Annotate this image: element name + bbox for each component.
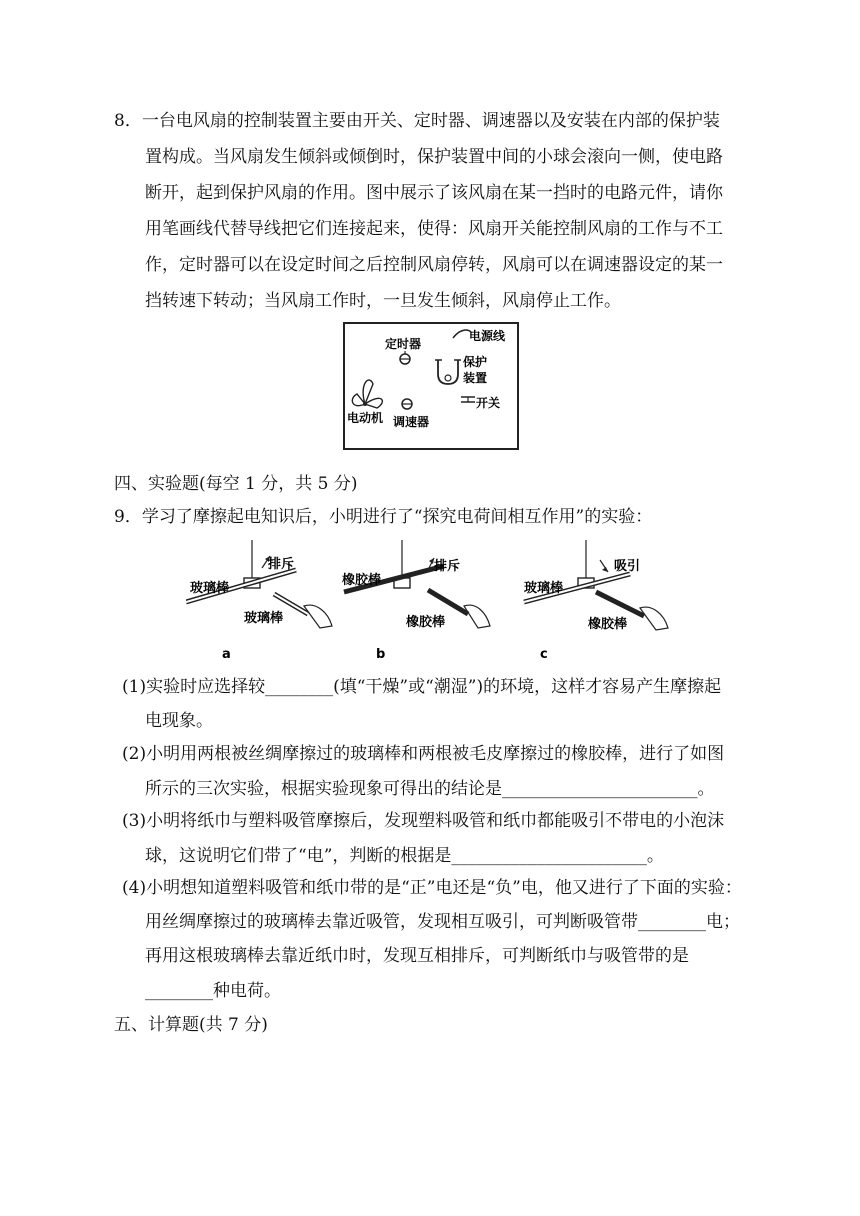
experiment-b-tag: b (376, 647, 386, 662)
protector-label-2: 装置 (463, 371, 488, 385)
experiment-b-panel (342, 540, 490, 662)
switch-label: 开关 (476, 396, 501, 410)
switch-icon (461, 397, 475, 402)
q8-line-6: 挡转速下转动；当风扇工作时，一旦发生倾斜，风扇停止工作。 (145, 291, 621, 311)
experiment-c-tag: c (540, 647, 548, 662)
motor-label: 电动机 (347, 411, 384, 425)
section-5-heading: 五、计算题(共 7 分) (114, 1015, 268, 1035)
q8-line-3: 断开，起到保护风扇的作用。图中展示了该风扇在某一挡时的电路元件，请你 (145, 183, 723, 203)
q9-1-line-2: 电现象。 (145, 711, 213, 731)
experiment-a-effect: 排斥 (268, 557, 295, 572)
experiment-c-panel (524, 540, 668, 662)
q9-4-line-4: ________种电荷。 (145, 981, 281, 1001)
section-4-heading: 四、实验题(每空 1 分，共 5 分) (114, 474, 358, 494)
experiment-a-hand-rod: 玻璃棒 (244, 611, 284, 626)
q9-stem: 9．学习了摩擦起电知识后，小明进行了“探究电荷间相互作用”的实验： (114, 507, 653, 527)
q9-3-line-1: (3)小明将纸巾与塑料吸管摩擦后，发现塑料吸管和纸巾都能吸引不带电的小泡沫 (122, 811, 725, 831)
q9-2-line-1: (2)小明用两根被丝绸摩擦过的玻璃棒和两根被毛皮摩擦过的橡胶棒，进行了如图 (122, 744, 725, 764)
fan-circuit-figure (343, 322, 519, 450)
experiment-b-effect: 排斥 (434, 559, 461, 574)
speed-controller-icon (402, 399, 412, 409)
q9-4-line-2: 用丝绸摩擦过的玻璃棒去靠近吸管，发现相互吸引，可判断吸管带________电； (145, 912, 740, 932)
speed-controller-label: 调速器 (393, 415, 430, 429)
timer-label: 定时器 (385, 337, 422, 351)
q9-3-line-2: 球，这说明它们带了“电”，判断的根据是_______________________。 (145, 846, 664, 866)
q9-4-line-3: 再用这根玻璃棒去靠近纸巾时，发现互相排斥，可判断纸巾与吸管带的是 (145, 946, 689, 966)
experiment-c-effect: 吸引 (614, 559, 641, 574)
protector-label-1: 保护 (463, 355, 488, 369)
power-cord-label: 电源线 (469, 329, 506, 343)
q8-line-5: 作，定时器可以在设定时间之后控制风扇停转，风扇可以在调速器设定的某一 (145, 255, 723, 275)
charge-experiment-figure (186, 536, 678, 668)
q8-line-1: 8．一台电风扇的控制装置主要由开关、定时器、调速器以及安装在内部的保护装 (114, 111, 720, 131)
experiment-a-tag: a (222, 647, 231, 662)
experiment-b-hand-rod: 橡胶棒 (406, 615, 446, 630)
q8-line-4: 用笔画线代替导线把它们连接起来，使得：风扇开关能控制风扇的工作与不工 (145, 219, 723, 239)
experiment-a-hanging-rod: 玻璃棒 (190, 581, 230, 596)
protector-icon (435, 360, 461, 384)
experiment-a-panel (186, 540, 332, 662)
timer-icon (400, 351, 410, 364)
experiment-c-hand-rod: 橡胶棒 (588, 617, 628, 632)
experiment-b-hanging-rod: 橡胶棒 (342, 573, 382, 588)
q9-1-line-1: (1)实验时应选择较________(填“干燥”或“潮湿”)的环境，这样才容易产生摩擦起 (122, 677, 722, 697)
experiment-c-hanging-rod: 玻璃棒 (524, 581, 564, 596)
q9-4-line-1: (4)小明想知道塑料吸管和纸巾带的是“正”电还是“负”电，他又进行了下面的实验： (122, 878, 742, 898)
fan-motor-icon (352, 380, 382, 408)
q8-line-2: 置构成。当风扇发生倾斜或倾倒时，保护装置中间的小球会滚向一侧，使电路 (145, 147, 723, 167)
q9-2-line-2: 所示的三次实验，根据实验现象可得出的结论是_______________________。 (145, 779, 715, 799)
